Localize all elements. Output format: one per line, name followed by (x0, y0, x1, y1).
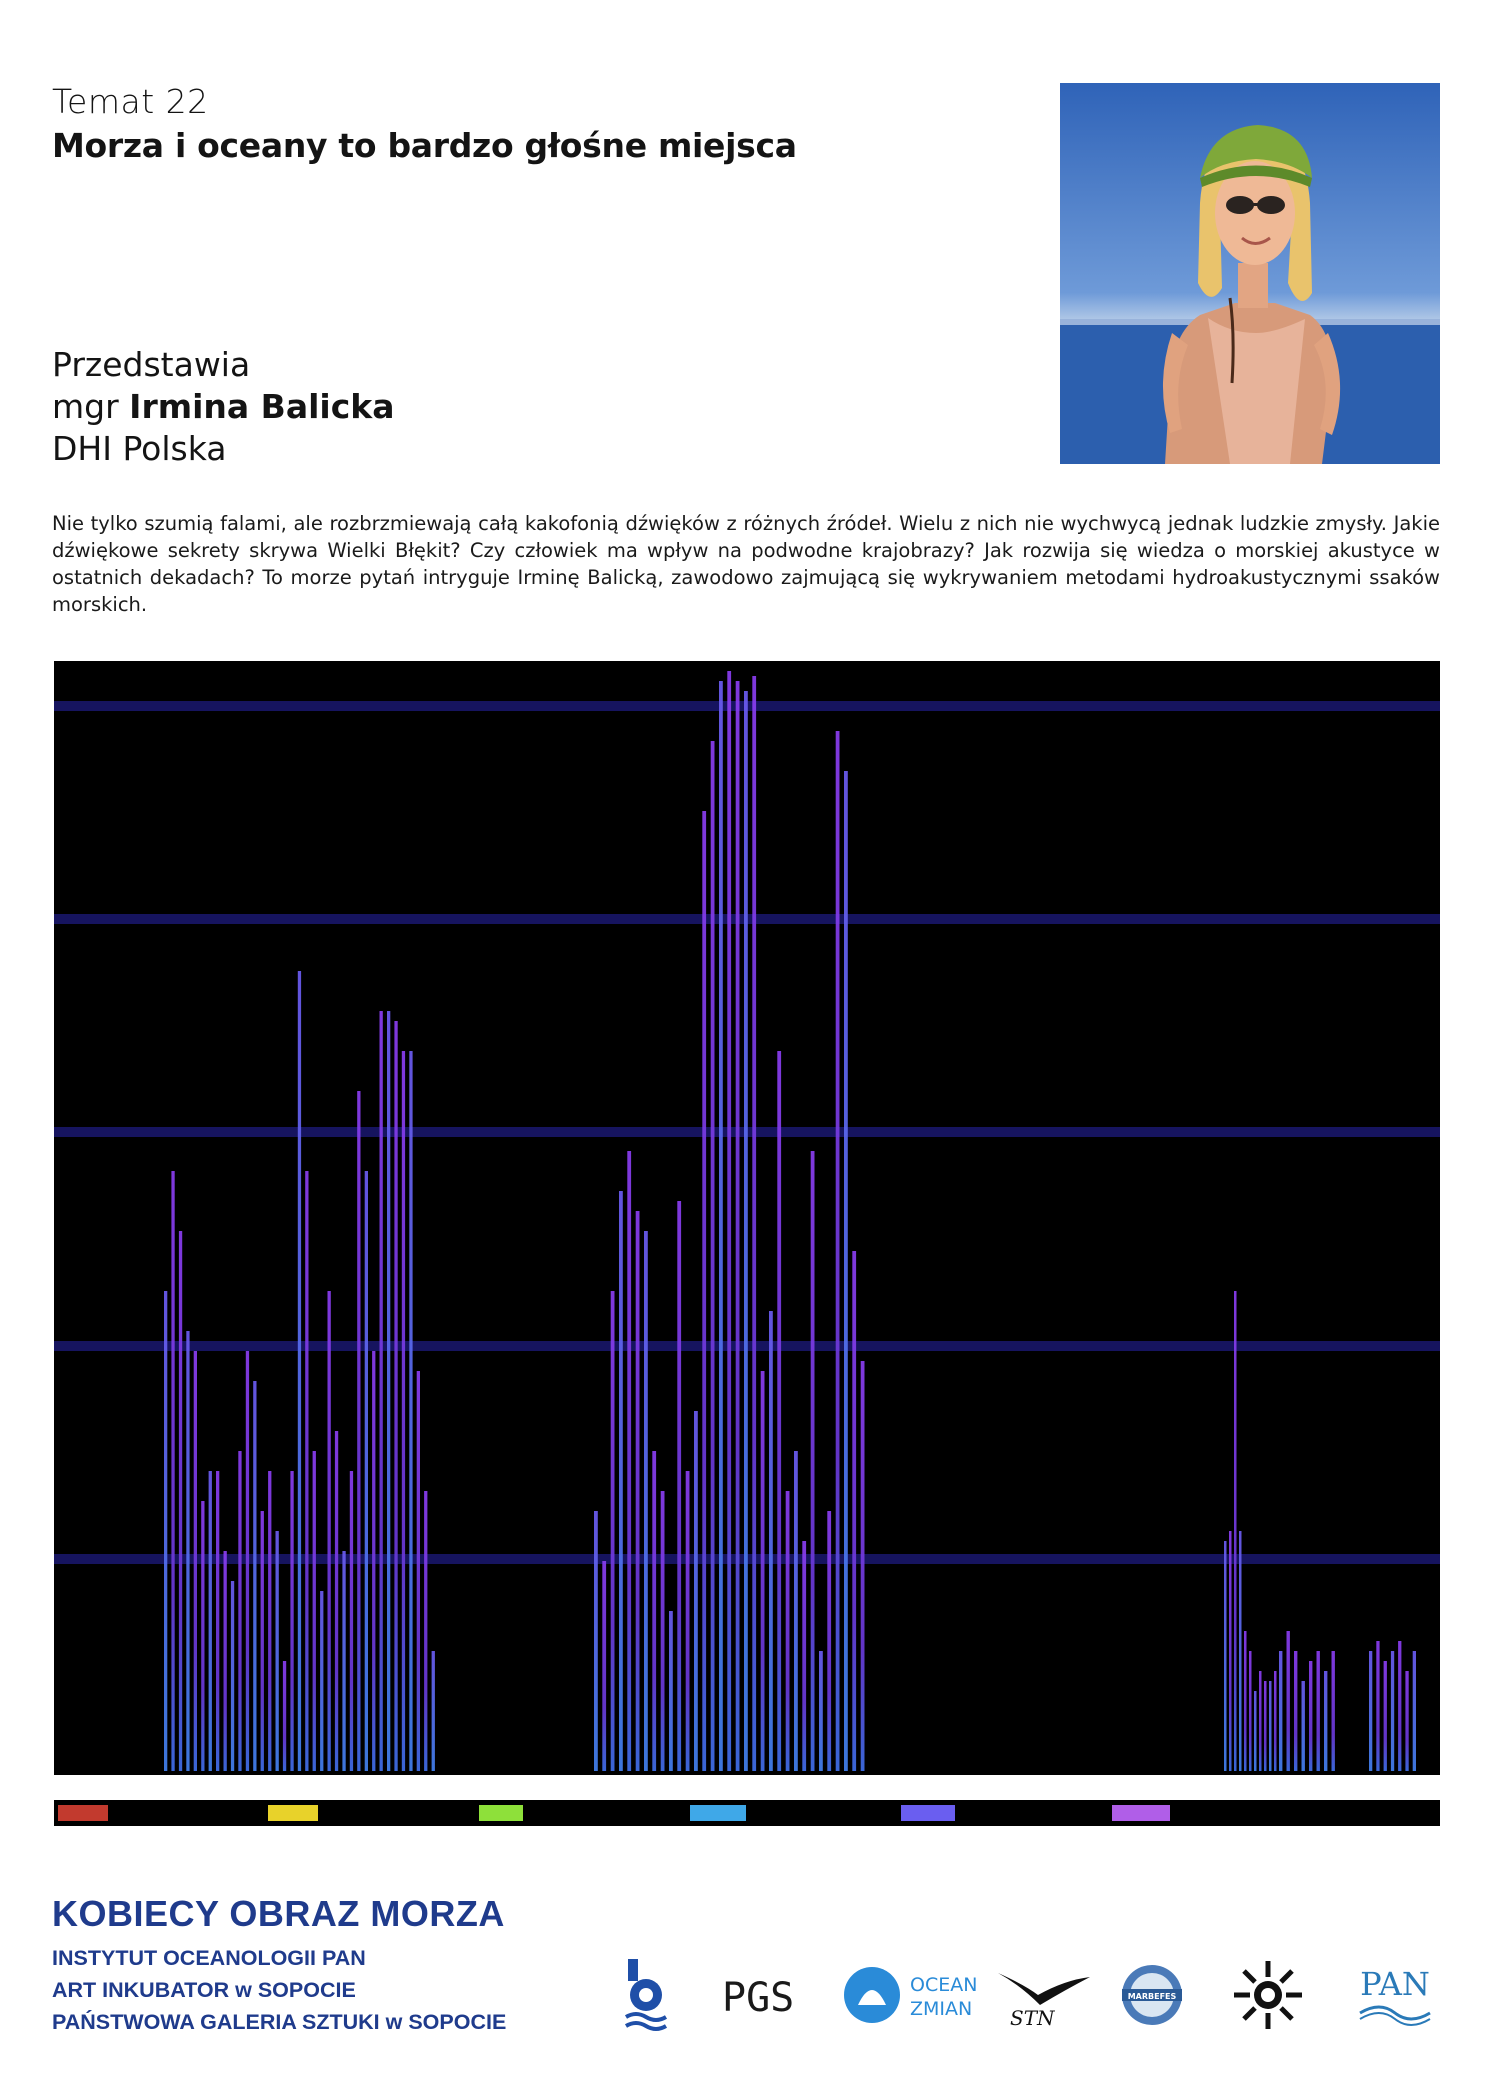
spectrogram-bar (652, 1451, 656, 1771)
description-paragraph: Nie tylko szumią falami, ale rozbrzmiewają całą kakofonią dźwięków z różnych źródeł. Wielu z nich nie wychwycą jednak ludzkie zmysły. Jakie dźwiękowe sekrety skrywa Wielki Błękit? Czy człowiek ma wpływ na podwodne krajobrazy? Jak rozwija się wiedza o morskiej akustyce w ostatnich dekadach? To morze pytań intryguje Irminę Balicką, zawodowo zajmującą się wykrywaniem metodami hydroakustycznymi ssaków morskich. (52, 512, 1440, 616)
spectrogram-bar (1332, 1651, 1335, 1771)
spectrogram-bar (702, 811, 706, 1771)
spectrogram-bar (1249, 1651, 1252, 1771)
spectrogram-bar (253, 1381, 256, 1771)
spectrogram-bar (1324, 1671, 1327, 1771)
footer-line-art-inkubator: ART INKUBATOR w SOPOCIE (52, 1978, 356, 2002)
spectrogram-bar (283, 1661, 286, 1771)
stn-logo (998, 1973, 1090, 2030)
pgs-logo: PGS (722, 1975, 795, 2021)
spectrogram-bar (1264, 1681, 1267, 1771)
spectrogram-bar (1405, 1671, 1408, 1771)
marbefes-text: MARBEFES (1127, 1992, 1177, 2001)
spectrogram-bar (611, 1291, 615, 1771)
spectrogram-bar (602, 1561, 606, 1771)
spectrogram-bar (744, 691, 748, 1771)
spectrogram-bar (861, 1361, 865, 1771)
spectrogram-bar (1287, 1631, 1290, 1771)
spectrogram-bar (686, 1471, 690, 1771)
spectrogram-bar (305, 1171, 308, 1771)
spectrogram-bar (636, 1211, 640, 1771)
spectrogram-bar (1391, 1651, 1394, 1771)
spectrogram-bar (201, 1501, 204, 1771)
presenter-name-line (52, 386, 395, 428)
presenter-degree: mgr (52, 387, 119, 426)
spectrogram-bar (844, 771, 848, 1771)
spectrogram-bar (627, 1151, 631, 1771)
spectrogram-bar (216, 1471, 219, 1771)
spectrogram-bar (1398, 1641, 1401, 1771)
spectrogram-bar (1234, 1291, 1237, 1771)
spectrogram-bar (276, 1531, 279, 1771)
spectrogram-bar (298, 971, 301, 1771)
spectrogram-bar (164, 1291, 167, 1771)
strip-mark-yellow (268, 1805, 318, 1821)
spectrogram-bar (342, 1551, 345, 1771)
ocean-zmian-text-1: OCEAN (910, 1974, 978, 1996)
io-pan-logo (626, 1959, 666, 2029)
spectrogram-bar (769, 1311, 773, 1771)
spectrogram-bar (1279, 1651, 1282, 1771)
spectrogram-bar (1239, 1531, 1242, 1771)
spectrogram-bar (836, 731, 840, 1771)
spectrogram-bar (417, 1371, 420, 1771)
spectrogram-bar (432, 1651, 435, 1771)
spectrogram-bar (209, 1471, 212, 1771)
spectrogram-bar (719, 681, 723, 1771)
spectrogram-bar (328, 1291, 331, 1771)
spectrogram-bar (1369, 1651, 1372, 1771)
spectrogram-illustration (54, 661, 1440, 1775)
spectrogram-bar (669, 1611, 673, 1771)
spectrogram-bar (409, 1051, 412, 1771)
spectrogram-bar (811, 1151, 815, 1771)
spectrogram-bar (357, 1091, 360, 1771)
spectrogram-bar (402, 1051, 405, 1771)
strip-mark-green (479, 1805, 523, 1821)
presenter-organization: DHI Polska (52, 429, 227, 468)
spectrogram-bar (246, 1351, 249, 1771)
spectrogram-bar (313, 1451, 316, 1771)
spectrogram-bar (827, 1511, 831, 1771)
strip-mark-cyan (690, 1805, 746, 1821)
spectrogram-bar (752, 676, 756, 1771)
spectrogram-bar (1244, 1631, 1247, 1771)
spectrogram-bar (677, 1201, 681, 1771)
spectrogram-bar (171, 1171, 174, 1771)
spectrogram-bar (394, 1021, 397, 1771)
spectrogram-bar (777, 1051, 781, 1771)
spectrogram-bar (1224, 1541, 1227, 1771)
spectrogram-bar (424, 1491, 427, 1771)
topic-title: Morza i oceany to bardzo głośne miejsca (52, 126, 797, 165)
spectrogram-bar (852, 1251, 856, 1771)
pan-logo (1360, 1965, 1430, 2025)
spectrogram-bar (1413, 1651, 1416, 1771)
spectrogram-bar (786, 1491, 790, 1771)
ocean-zmian-text-2: ZMIAN (910, 1998, 973, 2020)
footer-title: KOBIECY OBRAZ MORZA (52, 1893, 505, 1934)
presenter-name: Irmina Balicka (129, 387, 395, 426)
spectrogram-bar (1317, 1651, 1320, 1771)
spectrogram-bar (350, 1471, 353, 1771)
spectrogram-bar (335, 1431, 338, 1771)
spectrogram-bar (380, 1011, 383, 1771)
presenter-photo (1060, 83, 1440, 464)
marbefes-logo (1122, 1965, 1182, 2025)
spectrogram-bar (819, 1651, 823, 1771)
spectrogram-bar (179, 1231, 182, 1771)
spectrogram-bar (238, 1451, 241, 1771)
spectrogram-bar (290, 1471, 293, 1771)
spectrogram-bar (372, 1351, 375, 1771)
spectrogram-bar (1254, 1691, 1257, 1771)
spectrogram-bar (1274, 1671, 1277, 1771)
spectrogram-bar (186, 1331, 189, 1771)
spectrogram-bar (387, 1011, 390, 1771)
spectrogram-bar (661, 1491, 665, 1771)
pan-text: PAN (1360, 1965, 1430, 2003)
spectrogram-bar (1302, 1681, 1305, 1771)
spectrogram-bar (320, 1591, 323, 1771)
spectrogram-bar (802, 1541, 806, 1771)
spectrogram-bar (1294, 1651, 1297, 1771)
spectrogram-bar (644, 1231, 648, 1771)
spectrogram-bar (727, 671, 731, 1771)
galeria-sun-logo (1234, 1961, 1302, 2029)
spectrogram-bar (736, 681, 740, 1771)
spectrogram-bar (194, 1351, 197, 1771)
spectrogram-bar (594, 1511, 598, 1771)
ocean-zmian-logo (844, 1967, 977, 2023)
strip-mark-purple (1112, 1805, 1170, 1821)
spectrogram-bar (231, 1581, 234, 1771)
spectrogram-bar (1269, 1681, 1272, 1771)
spectrogram-bar (761, 1371, 765, 1771)
spectrogram-bar (1309, 1661, 1312, 1771)
logo-row (620, 1955, 1450, 2035)
spectrogram-bar (711, 741, 715, 1771)
strip-mark-blue (901, 1805, 955, 1821)
spectrogram-bar (1259, 1671, 1262, 1771)
footer-line-gallery: PAŃSTWOWA GALERIA SZTUKI w SOPOCIE (52, 2010, 507, 2034)
footer-line-institute: INSTYTUT OCEANOLOGII PAN (52, 1946, 366, 1970)
spectrogram-bar (1229, 1531, 1232, 1771)
spectrogram-bar (1376, 1641, 1379, 1771)
topic-number: Temat 22 (52, 82, 209, 121)
presenter-block (52, 344, 395, 470)
spectrogram-label-strip (54, 1800, 1440, 1826)
spectrogram-bar (261, 1511, 264, 1771)
stn-text: STN (1010, 2006, 1055, 2030)
spectrogram-bar (268, 1471, 271, 1771)
spectrogram-bar (224, 1551, 227, 1771)
strip-mark-red (58, 1805, 108, 1821)
spectrogram-bar (365, 1171, 368, 1771)
spectrogram-bar (619, 1191, 623, 1771)
presenter-intro: Przedstawia (52, 345, 251, 384)
spectrogram-bar (794, 1451, 798, 1771)
spectrogram-bar (694, 1411, 698, 1771)
spectrogram-bar (1384, 1661, 1387, 1771)
presenter-photo-illustration (1060, 83, 1440, 464)
spectrogram-image (54, 661, 1440, 1775)
